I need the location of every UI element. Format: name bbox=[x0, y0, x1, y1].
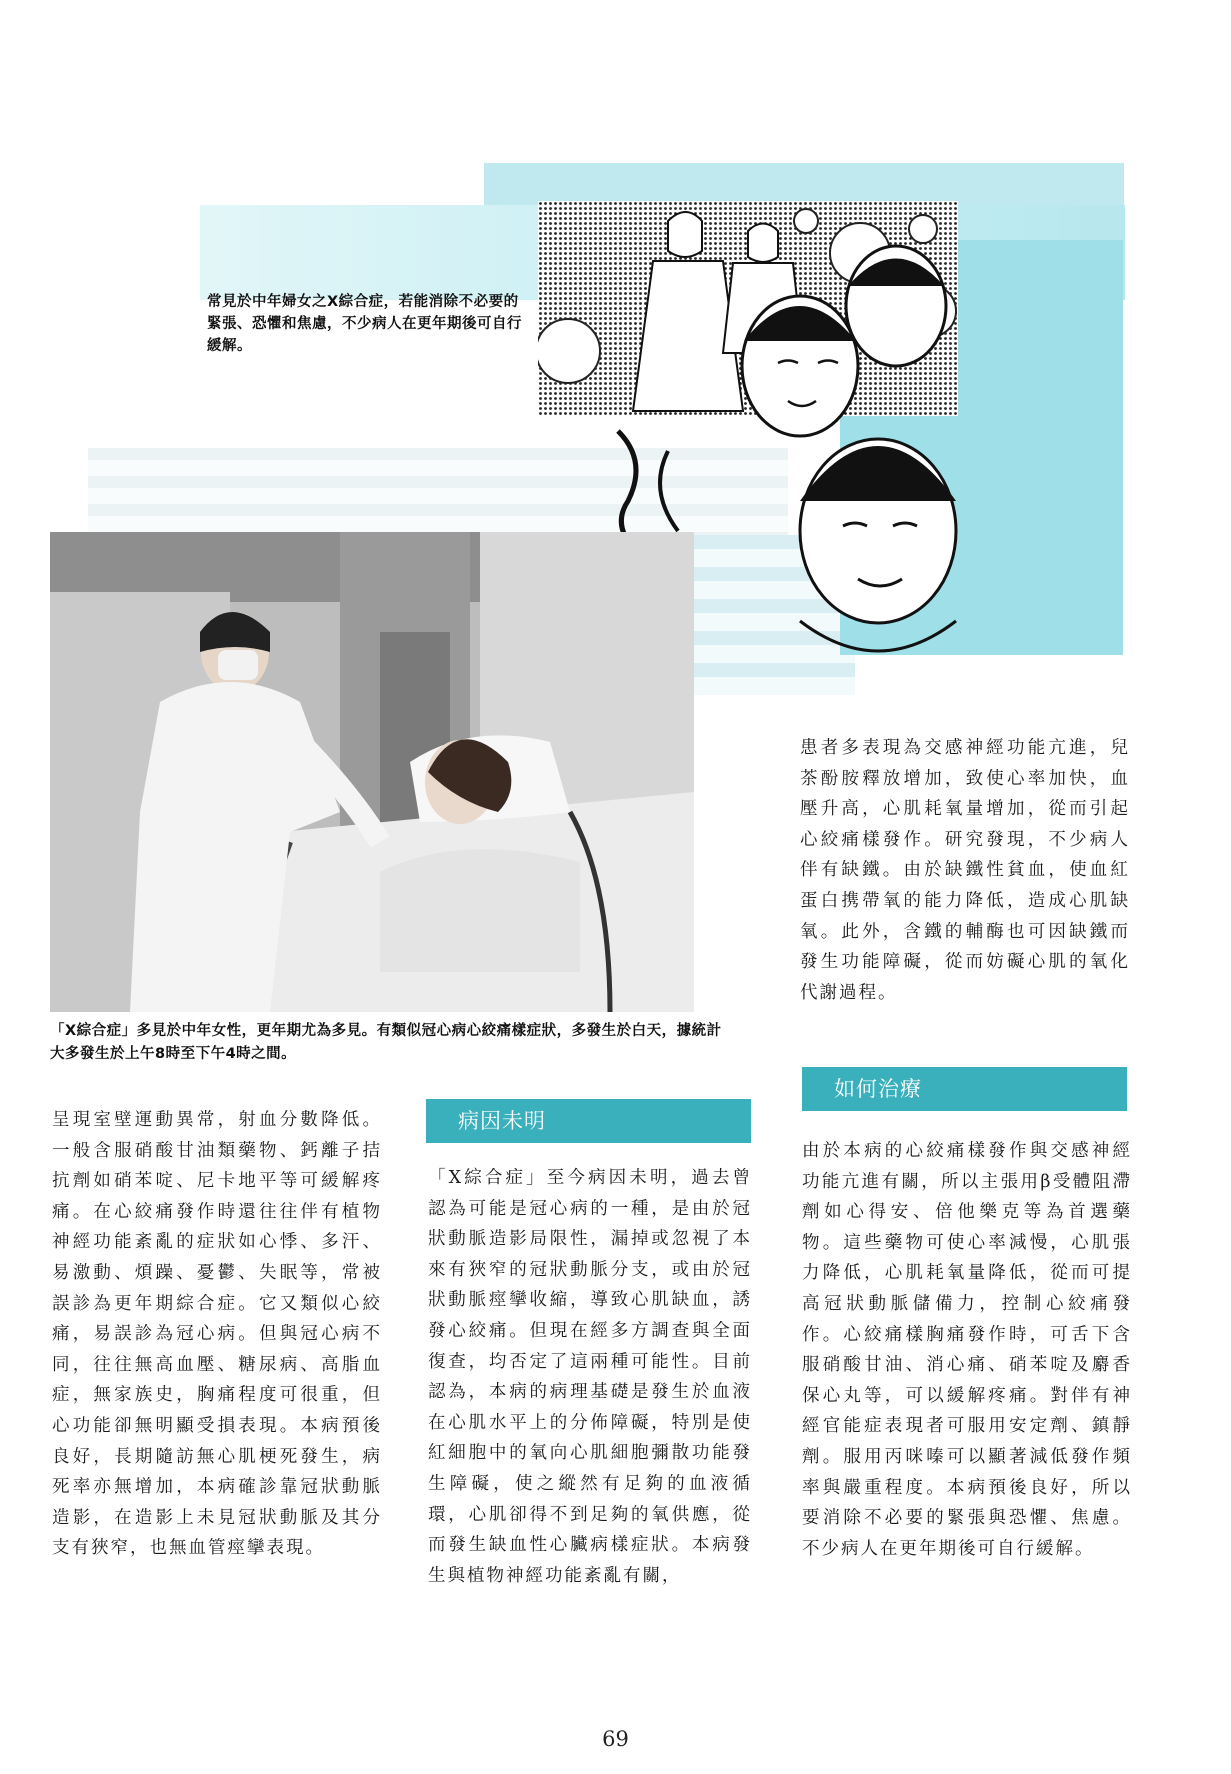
illustration-caption: 常見於中年婦女之X綜合症，若能消除不必要的緊張、恐懼和焦慮，不少病人在更年期後可自行緩解。 bbox=[207, 294, 522, 354]
page-number: 69 bbox=[602, 1727, 629, 1751]
body-text-left: 呈現室壁運動異常，射血分數降低。一般含服硝酸甘油類藥物、鈣離子拮抗劑如硝苯啶、尼卡地平等可緩解疼痛。在心絞痛發作時還往往伴有植物神經功能紊亂的症狀如心悸、多汗、易激動、煩躁、憂鬱、失眠等，常被誤診為更年期綜合症。它又類似心絞痛，易誤診為冠心病。但與冠心病不同，往往無高血壓、糖尿病、高脂血症，無家族史，胸痛程度可很重，但心功能卻無明顯受損表現。本病預後良好，長期隨訪無心肌梗死發生，病死率亦無增加，本病確診靠冠狀動脈造影，在造影上未見冠狀動脈及其分支有狹窄，也無血管痙攣表現。 bbox=[52, 1110, 382, 1559]
body-text-middle: 「X綜合症」至今病因未明，過去曾認為可能是冠心病的一種，是由於冠狀動脈造影局限性，漏掉或忽視了本來有狹窄的冠狀動脈分支，或由於冠狀動脈痙攣收縮，導致心肌缺血，誘發心絞痛。但現在經多方調查與全面復查，均否定了這兩種可能性。目前認為，本病的病理基礎是發生於血液在心肌水平上的分佈障礙，特別是使紅細胞中的氧向心肌細胞彌散功能發生障礙，使之縱然有足夠的血液循環，心肌卻得不到足夠的氧供應，從而發生缺血性心臟病樣症狀。本病發生與植物神經功能紊亂有關， bbox=[428, 1168, 752, 1586]
photo-caption: 「X綜合症」多見於中年女性，更年期尤為多見。有類似冠心病心絞痛樣症狀，多發生於白天，據統計大多發生於上午8時至下午4時之間。 bbox=[50, 1023, 722, 1062]
body-text-right-top: 患者多表現為交感神經功能亢進，兒茶酚胺釋放增加，致使心率加快，血壓升高，心肌耗氧量增加，從而引起心絞痛樣發作。研究發現，不少病人伴有缺鐵。由於缺鐵性貧血，使血紅蛋白携帶氧的能力降低，造成心肌缺氧。此外，含鐵的輔酶也可因缺鐵而發生功能障礙，從而妨礙心肌的氧化代謝過程。 bbox=[800, 738, 1130, 1003]
body-text-right: 由於本病的心絞痛樣發作與交感神經功能亢進有關，所以主張用β受體阻滯劑如心得安、倍他樂克等為首選藥物。這些藥物可使心率減慢，心肌張力降低，心肌耗氧量降低，從而可提高冠狀動脈儲備力，控制心絞痛發作。心絞痛樣胸痛發作時，可舌下含服硝酸甘油、消心痛、硝苯啶及麝香保心丸等，可以緩解疼痛。對伴有神經官能症表現者可服用安定劑、鎮靜劑。服用丙咪嗪可以顯著減低發作頻率與嚴重程度。本病預後良好，所以要消除不必要的緊張與恐懼、焦慮。不少病人在更年期後可自行緩解。 bbox=[802, 1141, 1132, 1559]
section-heading-treatment: 如何治療 bbox=[802, 1067, 1127, 1111]
photo-nurse-patient-image bbox=[50, 532, 694, 1012]
hospital-photo bbox=[50, 532, 694, 1012]
section-heading-cause: 病因未明 bbox=[426, 1099, 751, 1143]
